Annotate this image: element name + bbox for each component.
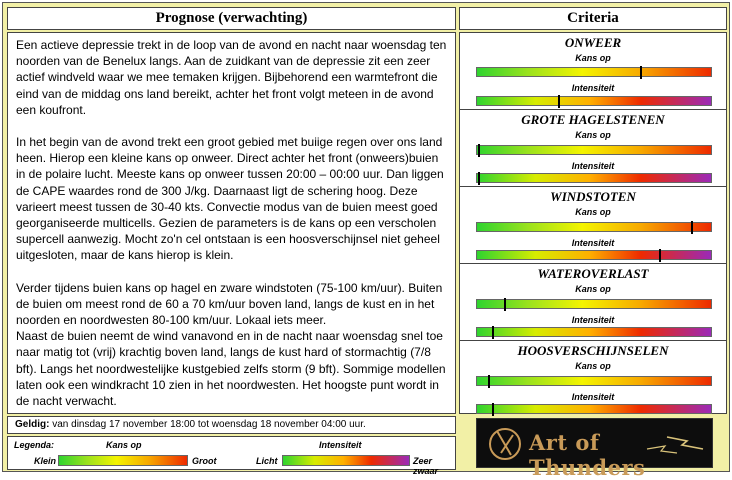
criterion-grote-hagelstenen bbox=[460, 110, 726, 187]
intensity-marker bbox=[558, 95, 560, 108]
logo-text: Art of Thunders bbox=[529, 430, 646, 480]
art-of-thunders-logo bbox=[476, 418, 713, 480]
criterion-hoosverschijnselen bbox=[460, 341, 726, 415]
chance-bar bbox=[476, 299, 712, 309]
chance-label: Kans op bbox=[575, 361, 611, 371]
chance-marker bbox=[488, 375, 490, 388]
chance-bar bbox=[476, 67, 712, 77]
criterion-title: ONWEER bbox=[564, 35, 622, 50]
criterion-title: WINDSTOTEN bbox=[550, 189, 636, 204]
legend-intensity-high: Zeer zwaar bbox=[413, 456, 439, 476]
intensity-bar bbox=[476, 173, 712, 183]
criteria-header bbox=[459, 7, 727, 30]
logo-area bbox=[459, 416, 727, 480]
criterion-title: WATEROVERLAST bbox=[537, 266, 649, 281]
validity-label: Geldig: bbox=[15, 419, 50, 430]
validity-text: van dinsdag 17 november 18:00 tot woensdag 18 november 04:00 uur. bbox=[49, 419, 366, 430]
chance-label: Kans op bbox=[575, 53, 611, 63]
forecast-title: Prognose (verwachting) bbox=[155, 10, 308, 26]
chance-label: Kans op bbox=[575, 130, 611, 140]
chance-marker bbox=[691, 221, 693, 234]
criterion-title: GROTE HAGELSTENEN bbox=[521, 112, 665, 127]
intensity-label: Intensiteit bbox=[571, 315, 615, 325]
chance-label: Kans op bbox=[575, 284, 611, 294]
forecast-frame bbox=[2, 2, 730, 480]
intensity-bar bbox=[476, 327, 712, 337]
forecast-header bbox=[7, 7, 456, 30]
legend-chance-title: Kans op bbox=[106, 440, 142, 450]
legend-chance-bar bbox=[58, 455, 188, 466]
forecast-text bbox=[7, 32, 456, 414]
intensity-marker bbox=[492, 326, 494, 339]
criteria-title: Criteria bbox=[567, 10, 619, 26]
chance-bar bbox=[476, 145, 712, 155]
intensity-label: Intensiteit bbox=[571, 161, 615, 171]
legend-intensity-title: Intensiteit bbox=[319, 440, 362, 450]
intensity-label: Intensiteit bbox=[571, 83, 615, 93]
forecast-paragraph: Verder tijdens buien kans op hagel en zware windstoten (75-100 km/uur). Buiten de buien om meest rond de 60 a 70 km/uur boven land, langs de kust en in het noorden en noordwesten 80-100 km/uur. Lokaal iets meer. Naast de buien neemt de wind vanavond en in de nacht naar woensdag snel toe naar matig tot (vrij) krachtig boven land, langs de kust hard of stormachtig (7/8 bft). Langs het noordwestelijke kustgebied zelfs storm (9 bft). Sommige modellen laten ook een windkracht 10 zien in het noordwesten. Het hoogste punt wordt in de nacht verwacht. bbox=[16, 280, 446, 409]
forecast-paragraph: In het begin van de avond trekt een groot gebied met buiige regen over ons land heen. Hierop een kleine kans op onweer. Direct achter het front (onweers)buien in de polaire lucht. Meeste kans op onweer tussen 20:00 – 00:00 uur. Dan liggen de CAPE waardes rond de 300 J/kg. Daarnaast ligt de schering hoog. Deze varieert meest tussen de 30-40 kts. Convectie modus van de buien meest goed georganiseerde multicells. Gezien de parameters is de kans op een verscholen supercell aanwezig. Mocht zo'n cel ontstaan is een hoosverschijnsel niet geheel uitgesloten, maar de kans hierop is klein. bbox=[16, 135, 444, 263]
legend-intensity-bar bbox=[282, 455, 410, 466]
legend-chance-low: Klein bbox=[34, 456, 57, 466]
intensity-label: Intensiteit bbox=[571, 238, 615, 248]
criterion-wateroverlast bbox=[460, 264, 726, 341]
validity-row bbox=[7, 416, 456, 434]
chance-label: Kans op bbox=[575, 207, 611, 217]
chance-marker bbox=[640, 66, 642, 79]
criterion-windstoten bbox=[460, 187, 726, 264]
criterion-title: HOOSVERSCHIJNSELEN bbox=[517, 343, 669, 358]
intensity-label: Intensiteit bbox=[571, 392, 615, 402]
intensity-bar bbox=[476, 250, 712, 260]
legend-chance-high: Groot bbox=[192, 456, 217, 466]
chance-marker bbox=[504, 298, 506, 311]
chance-bar bbox=[476, 376, 712, 386]
chance-marker bbox=[478, 144, 480, 157]
criteria-panel bbox=[459, 32, 727, 414]
legend bbox=[7, 436, 456, 476]
criterion-onweer bbox=[460, 33, 726, 110]
forecast-paragraph: Een actieve depressie trekt in de loop van de avond en nacht naar woensdag ten noorden van de Benelux langs. Aan de zuidkant van de depressie zit een zeer actief windveld waar we mee temaken krijgen. Bijbehorend een warmtefront die eind van de middag ons land bereikt, achter het front volgt meteen in de avond een koufront. bbox=[16, 38, 447, 117]
chance-bar bbox=[476, 222, 712, 232]
legend-label: Legenda: bbox=[14, 440, 55, 450]
intensity-marker bbox=[659, 249, 661, 262]
intensity-marker bbox=[492, 403, 494, 416]
intensity-bar bbox=[476, 404, 712, 414]
intensity-bar bbox=[476, 96, 712, 106]
legend-intensity-low: Licht bbox=[256, 456, 278, 466]
intensity-marker bbox=[478, 172, 480, 185]
